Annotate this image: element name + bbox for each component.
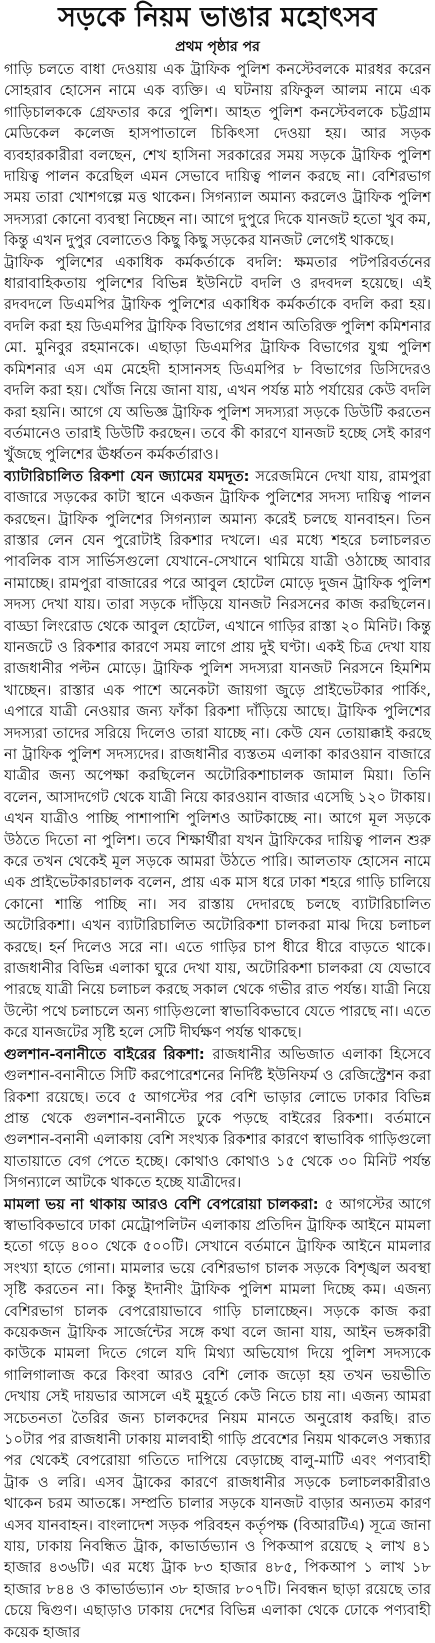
article-paragraph xyxy=(4,59,431,252)
paragraph-text: ৫ আগস্টের আগে স্বাভাবিকভাবে ঢাকা মেট্রোপলিটন এলাকায় প্রতিদিন ট্রাফিক আইনে মামলা হতো গড়ে ৪০০ থেকে ৫০০টি। সেখানে বর্তমানে ট্রাফিক আইনে মামলার সংখ্যা হাতে গোনা। মামলার ভয়ে বেশিরভাগ চালক সড়কে বিশৃঙ্খল অবস্থা সৃষ্টি করতেন না। কিন্তু ইদানীং ট্রাফিক পুলিশ মামলা দিচ্ছে কম। এজন্য বেশিরভাগ চালক বেপরোয়াভাবে গাড়ি চালাচ্ছেন। সড়কে কাজ করা কয়েকজন ট্রাফিক সার্জেন্টের সঙ্গে কথা বলে জানা যায়, আইন ভঙ্গকারী কাউকে মামলা দিতে গেলে যদি মিথ্যা অভিযোগ দিয়ে পুলিশ সদস্যকে গালিগালাজ করে কিংবা আরও বেশি লোক জড়ো হয় তখন ভয়ভীতি দেখায় সেই দায়ভার আসলে এই মুহূর্তে কেউ নিতে চায় না। এজন্য আমরা সচেতনতা তৈরির জন্য চালকদের নিয়ম মানতে অনুরোধ করছি। রাত ১০টার পর রাজধানী ঢাকায় মালবাহী গাড়ি প্রবেশের নিয়ম থাকলেও সন্ধ্যার পর থেকেই বেপরোয়া গতিতে দাপিয়ে বেড়াচ্ছে বালু-মাটি এবং পণ্যবাহী ট্রাক ও লরি। এসব ট্রাকের কারণে রাজধানীর সড়কে চলাচলকারীরাও থাকেন চরম আতঙ্কে। সম্প্রতি চালার সড়কে যানজট বাড়ার অন্যতম কারণ এসব যানবাহন। বাংলাদেশ সড়ক পরিবহন কর্তৃপক্ষ (বিআরটিএ) সূত্রে জানা যায়, ঢাকায় নিবন্ধিত ট্রাক, কাভার্ডভ্যান ও পিকআপ রয়েছে ২ লাখ ৪১ হাজার ৪৩৬টি। এর মধ্যে ট্রাক ৮৩ হাজার ৪৮৫, পিকআপ ১ লাখ ১৮ হাজার ৮৪৪ ও কাভার্ডভ্যান ৩৮ হাজার ৮০৭টি। নিবন্ধন ছাড়া রয়েছে তার চেয়ে দ্বিগুণ। এছাড়াও ঢাকায় দেশের বিভিন্ন এলাকা থেকে ঢোকে পণ্যবাহী কয়েক হাজার xyxy=(4,1195,431,1641)
continued-from-label: প্রথম পৃষ্ঠার পর xyxy=(175,39,260,55)
article-paragraph xyxy=(4,1044,431,1194)
article-paragraph xyxy=(4,466,431,1044)
paragraph-text: ট্রাফিক পুলিশের একাধিক কর্মকর্তাকে বদলি: ক্ষমতার পটপরিবর্তনের ধারাবাহিকতায় পুলিশের বিভিন্ন ইউনিটে বদলি ও রদবদল হয়েছে। এই রদবদলে ডিএমপির ট্রাফিক পুলিশের একাধিক কর্মকর্তাকে বদলি করা হয়। বদলি করা হয় ডিএমপির ট্রাফিক বিভাগের প্রধান অতিরিক্ত পুলিশ কমিশনার মো. মুনিবুর রহমানকে। এছাড়া ডিএমপির ট্রাফিক বিভাগের যুগ্ম পুলিশ কমিশনার এস এম মেহেদী হাসানসহ ডিএমপির ৮ বিভাগের ডিসিদেরও বদলি করা হয়। খোঁজ নিয়ে জানা যায়, এখন পর্যন্ত মাঠ পর্যায়ের কেউ বদলি করা হয়নি। আগে যে অভিজ্ঞ ট্রাফিক পুলিশ সদস্যরা সড়কে ডিউটি করতেন বর্তমানেও তারাই ডিউটি করছেন। তবে কী কারণে যানজট হচ্ছে সেই কারণ খুঁজছে পুলিশের ঊর্ধ্বতন কর্মকর্তারাও। xyxy=(4,253,431,464)
paragraph-subhead: গুলশান-বনানীতে বাইরের রিকশা: xyxy=(4,1045,213,1063)
paragraph-subhead: ব্যাটারিচালিত রিকশা যেন জ্যামের যমদূত: xyxy=(4,467,256,485)
article-headline: সড়কে নিয়ম ভাঙার মহোৎসব xyxy=(58,2,377,33)
article-paragraph xyxy=(4,252,431,466)
article-paragraph xyxy=(4,1194,431,1643)
paragraph-text: রাজধানীর অভিজাত এলাকা হিসেবে গুলশান-বনানীতে সিটি করপোরেশনের নির্দিষ্ট ইউনিফর্ম ও রেজিস্ট্রেশন করা রিকশা রয়েছে। তবে ৫ আগস্টের পর বেশি ভাড়ার লোভে ঢাকার বিভিন্ন প্রান্ত থেকে গুলশান-বনানীতে ঢুকে পড়ছে বাইরের রিকশা। বর্তমানে গুলশান-বনানী এলাকায় বেশি সংখ্যক রিকশার কারণে স্বাভাবিক গাড়িগুলো যাতায়াতে বেগ পেতে হচ্ছে। কোথাও কোথাও ১৫ থেকে ৩০ মিনিট পর্যন্ত সিগন্যালে আটকে থাকতে হচ্ছে যাত্রীদের। xyxy=(4,1045,431,1192)
paragraph-text: গাড়ি চলতে বাধা দেওয়ায় এক ট্রাফিক পুলিশ কনস্টেবলকে মারধর করেন সোহরাব হোসেন নামে এক ব্যক্তি। এ ঘটনায় রফিকুল আলম নামে এক গাড়িচালককে গ্রেফতার করে পুলিশ। আহত পুলিশ কনস্টেবলকে চট্টগ্রাম মেডিকেল কলেজ হাসপাতালে চিকিৎসা দেওয়া হয়। আর সড়ক ব্যবহারকারীরা বলছেন, শেখ হাসিনা সরকারের সময় সড়কে ট্রাফিক পুলিশ দায়িত্ব পালন করেছিল এমন সেভাবে দায়িত্ব পালন করছে না। বেশিরভাগ সময় তারা খোশগল্পে মত্ত থাকেন। সিগন্যাল অমান্য করলেও ট্রাফিক পুলিশ সদস্যরা কোনো ব্যবস্থা নিচ্ছেন না। আগে দুপুরে দিকে যানজট হতো খুব কম, কিন্তু এখন দুপুর বেলাতেও কিছু কিছু সড়কের যানজট লেগেই থাকছে। xyxy=(4,61,431,250)
paragraph-text: সরেজমিনে দেখা যায়, রামপুরা বাজারে সড়কের কাটা স্থানে একজন ট্রাফিক পুলিশের সদস্য দায়িত্ব পালন করছেন। ট্রাফিক পুলিশের সিগন্যাল অমান্য করেই চলছে যানবাহন। তিন রাস্তার লেন যেন পুরোটাই রিকশার দখলে। এর মধ্যে শহরে চলাচলরত পাবলিক বাস সার্ভিসগুলো যেখানে-সেখানে থামিয়ে যাত্রী ওঠাচ্ছে আবার নামাচ্ছে। রামপুরা বাজারের পরে আবুল হোটেল মোড়ে দুজন ট্রাফিক পুলিশ সদস্য দেখা যায়। তারা সড়কে দাঁড়িয়ে যানজট নিরসনের কাজ করছিলেন। বাড্ডা লিংরোড থেকে আবুল হোটেল, এখানে গাড়ির রাস্তা ২০ মিনিট। কিন্তু যানজটে ও রিকশার কারণে সময় লাগে প্রায় দুই ঘণ্টা। একই চিত্র দেখা যায় রাজধানীর পল্টন মোড়ে। ট্রাফিক পুলিশ সদস্যরা যানজট নিরসনে হিমশিম খাচ্ছেন। রাস্তার এক পাশে অনেকটা জায়গা জুড়ে প্রাইভেটকার পার্কিং, এপারে যাত্রী নেওয়ার জন্য ফাঁকা রিকশা দাঁড়িয়ে আছে। ট্রাফিক পুলিশের সদস্যরা তাদের সরিয়ে দিলেও তারা যাচ্ছে না। কেউ যেন তোয়াক্কাই করছে না ট্রাফিক পুলিশ সদস্যদের। রাজধানীর ব্যস্ততম এলাকা কারওয়ান বাজারে যাত্রীর জন্য অপেক্ষা করছিলেন অটোরিকশাচালক জামাল মিয়া। তিনি বলেন, আসাদগেট থেকে যাত্রী নিয়ে কারওয়ান বাজার এসেছি ১২০ টাকায়। এখন যাত্রীও পাচ্ছি পাশাপাশি পুলিশও আটকাচ্ছে না। আগে মূল সড়কে উঠতে দিতো না পুলিশ। তবে শিক্ষার্থীরা যখন ট্রাফিকের দায়িত্ব পালন শুরু করে তখন থেকেই মূল সড়কে আমরা উঠতে পারি। আলতাফ হোসেন নামে এক প্রাইভেটকারচালক বলেন, প্রায় এক মাস ধরে ঢাকা শহরে গাড়ি চালিয়ে কোনো শান্তি পাচ্ছি না। সব রাস্তায় দেদারছে চলছে ব্যাটারিচালিত অটোরিকশা। এখন ব্যাটারিচালিত অটোরিকশা চালকরা মাঝ দিয়ে চলাচল করছে। হর্ন দিলেও সরে না। এতে গাড়ির চাপ ধীরে ধীরে বাড়তে থাকে। রাজধানীর বিভিন্ন এলাকা ঘুরে দেখা যায়, অটোরিকশা চালকরা যে যেভাবে পারছে যাত্রী নিয়ে চলাচল করছে সকাল থেকে গভীর রাত পর্যন্ত। যাত্রী নিয়ে উল্টো পথে চলাচলে অন্য গাড়িগুলো স্বাভাবিকভাবে যেতে পারছে না। এতে করে যানজটের সৃষ্টি হলে সেটি দীর্ঘক্ষণ পর্যন্ত থাকছে। xyxy=(4,467,431,1042)
paragraph-subhead: মামলা ভয় না থাকায় আরও বেশি বেপরোয়া চালকরা: xyxy=(4,1195,325,1213)
